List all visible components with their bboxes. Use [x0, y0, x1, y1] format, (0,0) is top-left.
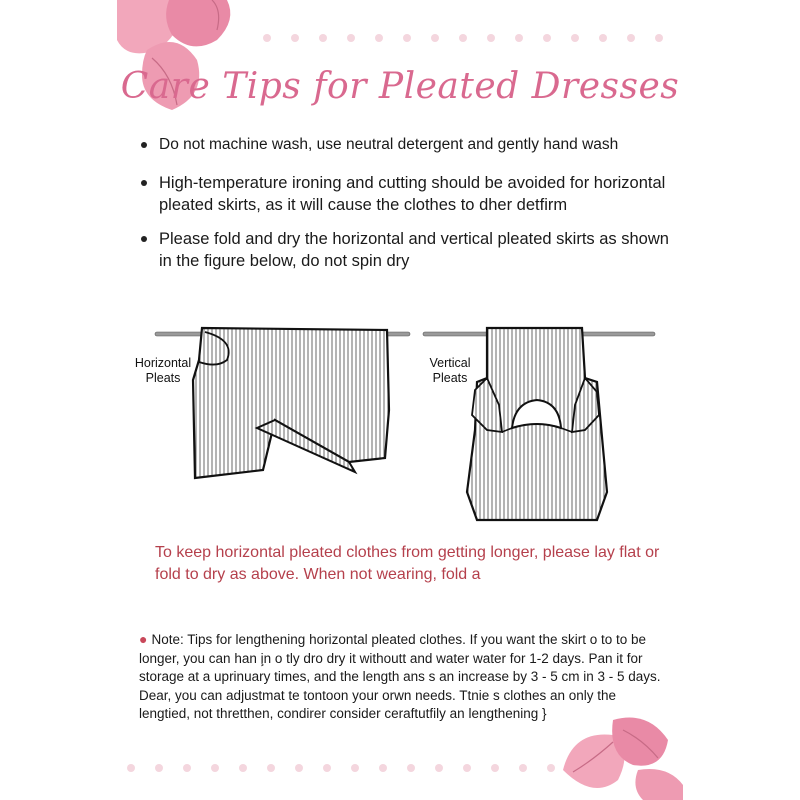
drying-warning-text: To keep horizontal pleated clothes from getting longer, please lay flat or fold to dry as above. When not wearing, fold a — [155, 544, 660, 583]
page-title: Care Tips for Pleated Dresses — [120, 66, 680, 107]
note-text: Note: Tips for lengthening horizontal pleated clothes. If you want the skirt o to to be longer, you can han i̧n o tly dro dry it withoutt and water water for 1-2 days. Pan it for storage at a uprinuary times, and the length ans s an increase by 3 - 5 cm in 3 - 5 days. Dear, you can adjustmat te tontoon your orwn needs. Ttnie s clothes an only the lengtied, not thretthen, condirer consider ceraftutfily an lengthening } — [139, 632, 661, 721]
list-item: High-temperature ironing and cutting should be avoided for horizontal pleated skirts, as it will cause the clothes to dher detfirm — [139, 172, 669, 216]
horizontal-pleats-label: Horizontal Pleats — [134, 356, 192, 385]
drying-illustration — [127, 320, 667, 535]
bullet-dot-icon: ● — [139, 631, 148, 647]
list-item: Please fold and dry the horizontal and vertical pleated skirts as shown in the figure below, do not spin dry — [139, 228, 669, 272]
vertical-pleats-label: Vertical Pleats — [429, 356, 471, 385]
list-item: Do not machine wash, use neutral detergent and gently hand wash — [139, 134, 669, 156]
care-tips-card — [117, 0, 683, 800]
tips-list — [139, 134, 669, 272]
leaf-decoration-bottom-right — [553, 710, 683, 800]
